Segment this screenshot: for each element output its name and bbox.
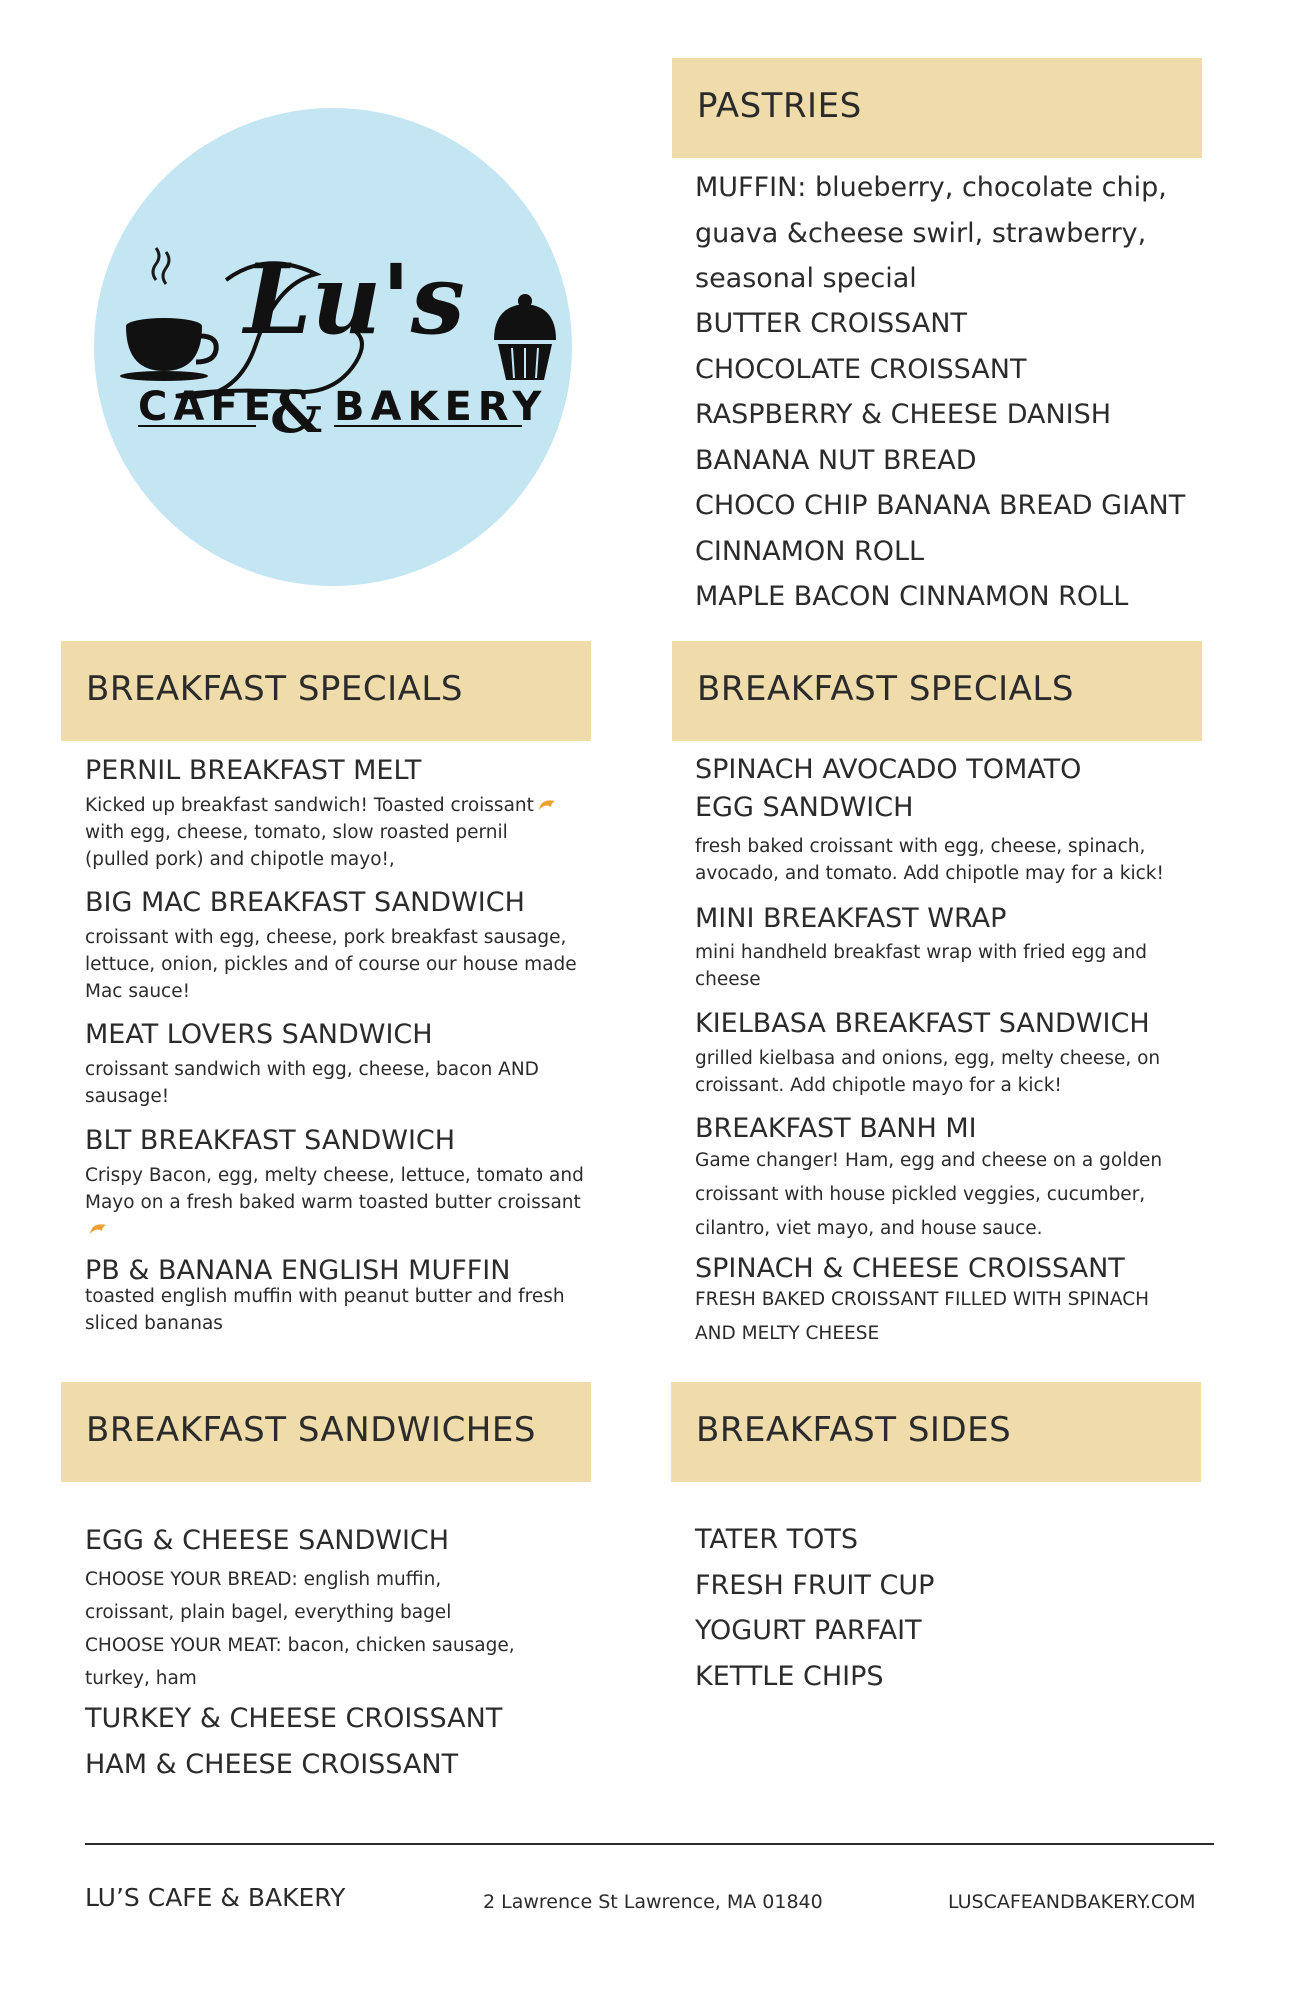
list-item: CHOCO CHIP BANANA BREAD GIANT	[695, 490, 1186, 521]
sandwiches-heading: BREAKFAST SANDWICHES	[86, 1410, 536, 1450]
item-description: fresh baked croissant with egg, cheese, spinach, avocado, and tomato. Add chipotle may for a kick!	[695, 836, 1164, 884]
logo-script-text: Lu's	[244, 243, 465, 356]
item-title: EGG & CHEESE SANDWICH	[85, 1525, 450, 1556]
sides-heading: BREAKFAST SIDES	[696, 1410, 1012, 1450]
pastries-header	[672, 58, 1202, 158]
list-item: TURKEY & CHEESE CROISSANT	[85, 1703, 503, 1734]
item-description: FRESH BAKED CROISSANT FILLED WITH SPINACH AND MELTY CHEESE	[695, 1289, 1150, 1344]
specials-left-header	[61, 641, 591, 741]
item-desc-text: Crispy Bacon, egg, melty cheese, lettuce, tomato and Mayo on a fresh baked warm toasted butter croissant	[85, 1165, 584, 1213]
specials-right-header	[672, 641, 1202, 741]
sandwiches-list	[85, 1696, 502, 1787]
list-item: RASPBERRY & CHEESE DANISH	[695, 399, 1112, 430]
list-item: HAM & CHEESE CROISSANT	[85, 1748, 459, 1780]
muffin-line: guava &cheese swirl, strawberry,	[695, 217, 1147, 249]
cupcake-icon	[494, 294, 556, 380]
pastries-muffin	[695, 165, 1167, 302]
item-description: croissant with egg, cheese, pork breakfast sausage, lettuce, onion, pickles and of course our house made Mac sauce!	[85, 927, 577, 1002]
item-title: SPINACH AVOCADO TOMATO	[695, 754, 1082, 785]
item-description: croissant sandwich with egg, cheese, bacon AND sausage!	[85, 1059, 539, 1107]
sandwiches-header	[61, 1382, 591, 1482]
logo-cafe-text: CAFE	[138, 384, 277, 430]
list-item: KETTLE CHIPS	[695, 1660, 884, 1692]
item-title: SPINACH & CHEESE CROISSANT	[695, 1253, 1125, 1284]
specials-right-heading: BREAKFAST SPECIALS	[697, 669, 1074, 709]
specials-left-heading: BREAKFAST SPECIALS	[86, 669, 463, 709]
sides-list	[695, 1517, 934, 1699]
pastries-list	[695, 301, 1185, 620]
muffin-line: MUFFIN: blueberry, chocolate chip,	[695, 172, 1167, 203]
item-title: MINI BREAKFAST WRAP	[695, 903, 1007, 934]
sides-header	[671, 1382, 1201, 1482]
item-title: BREAKFAST BANH MI	[695, 1113, 977, 1144]
logo-graphic	[94, 108, 572, 586]
item-title: MEAT LOVERS SANDWICH	[85, 1019, 433, 1050]
item-title: PERNIL BREAKFAST MELT	[85, 755, 422, 786]
list-item: BANANA NUT BREAD	[695, 444, 977, 476]
item-description: grilled kielbasa and onions, egg, melty cheese, on croissant. Add chipotle mayo for a kick!	[695, 1048, 1161, 1096]
croissant-icon	[537, 797, 557, 813]
list-item: BUTTER CROISSANT	[695, 308, 967, 339]
footer-website: LUSCAFEANDBAKERY.COM	[948, 1891, 1196, 1913]
item-title: KIELBASA BREAKFAST SANDWICH	[695, 1008, 1150, 1039]
item-desc-text: with egg, cheese, tomato, slow roasted pernil (pulled pork) and chipotle mayo!,	[85, 822, 508, 870]
list-item: FRESH FRUIT CUP	[695, 1569, 935, 1601]
item-description: CHOOSE YOUR BREAD: english muffin, croissant, plain bagel, everything bagel	[85, 1569, 452, 1623]
muffin-line: seasonal special	[695, 263, 917, 294]
list-item: CINNAMON ROLL	[695, 535, 925, 567]
item-title: BLT BREAKFAST SANDWICH	[85, 1125, 456, 1156]
list-item: TATER TOTS	[695, 1524, 859, 1555]
footer-business-name: LU’S CAFE & BAKERY	[85, 1883, 346, 1912]
list-item: MAPLE BACON CINNAMON ROLL	[695, 581, 1129, 612]
item-description	[85, 1162, 585, 1243]
list-item: CHOCOLATE CROISSANT	[695, 353, 1027, 385]
croissant-icon	[88, 1221, 108, 1237]
logo-bakery-text: BAKERY	[334, 384, 548, 430]
item-title: PB & BANANA ENGLISH MUFFIN	[85, 1255, 511, 1286]
item-description: CHOOSE YOUR MEAT: bacon, chicken sausage, turkey, ham	[85, 1635, 515, 1689]
item-title: EGG SANDWICH	[695, 792, 914, 823]
item-description: mini handheld breakfast wrap with fried egg and cheese	[695, 942, 1147, 990]
item-title: BIG MAC BREAKFAST SANDWICH	[85, 887, 525, 918]
footer-divider	[85, 1843, 1214, 1845]
footer-address: 2 Lawrence St Lawrence, MA 01840	[483, 1891, 823, 1913]
item-description	[85, 792, 575, 873]
item-desc-text: Kicked up breakfast sandwich! Toasted croissant	[85, 795, 534, 816]
list-item: YOGURT PARFAIT	[695, 1615, 922, 1646]
item-description: toasted english muffin with peanut butter and fresh sliced bananas	[85, 1286, 565, 1334]
logo	[94, 108, 572, 586]
coffee-cup-icon	[120, 248, 216, 381]
item-description: Game changer! Ham, egg and cheese on a golden croissant with house pickled veggies, cucumber, cilantro, viet mayo, and house sauce.	[695, 1150, 1163, 1239]
pastries-heading: PASTRIES	[697, 86, 862, 126]
logo-ampersand: &	[270, 378, 323, 446]
